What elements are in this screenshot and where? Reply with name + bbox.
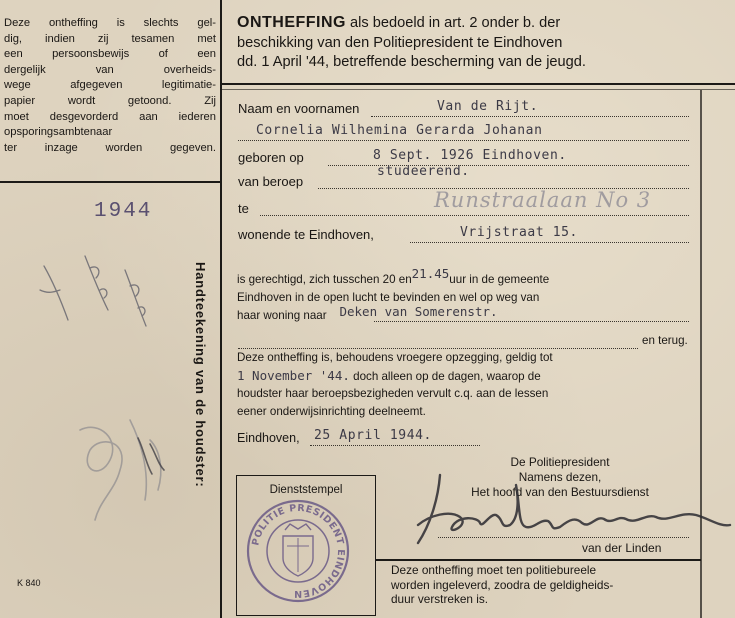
- notice-line: papier wordt getoond. Zij: [4, 94, 216, 107]
- title-line-2: beschikking van den Politiepresident te Eindhoven: [237, 34, 563, 51]
- destination-value: Deken van Somerenstr.: [339, 304, 498, 320]
- signatory-line-1: De Politiepresident: [510, 455, 610, 469]
- title-line-1-rest: als bedoeld in art. 2 onder b. der: [346, 15, 561, 31]
- form-code: K 840: [17, 578, 41, 588]
- signatory-line-2: Namens dezen,: [518, 470, 602, 484]
- residence-dotted-line: [410, 242, 689, 243]
- return-note-line: Deze ontheffing moet ten politiebureele: [391, 563, 597, 577]
- validity-line-1: Deze ontheffing is, behoudens vroegere opzegging, geldig tot: [237, 351, 553, 364]
- te-dotted-line: [260, 215, 689, 216]
- stamp-box-label: Dienststempel: [269, 484, 343, 496]
- divider-vertical-main: [220, 0, 222, 618]
- return-note: [391, 563, 689, 607]
- occupation-label: van beroep: [238, 174, 304, 189]
- title-keyword: ONTHEFFING: [237, 14, 346, 31]
- seal-ring-text: POLITIE PRESIDENT EINDHOVEN: [250, 502, 347, 600]
- notice-line: wege afgegeven legitimatie-: [4, 79, 216, 92]
- official-signature: [400, 455, 735, 565]
- document-title: [237, 13, 697, 73]
- validity-paragraph: [237, 349, 687, 420]
- permission-line-2: Eindhoven in de open lucht te bevinden en wel op weg van: [237, 290, 540, 304]
- notice-line: opsporingsambtenaar: [4, 126, 113, 139]
- permission-line-1-b: uur in de gemeente: [449, 273, 550, 286]
- notice-line: ter inzage worden gegeven.: [4, 141, 216, 154]
- issue-place: Eindhoven,: [237, 431, 300, 445]
- te-handwritten-value: Runstraalaan No 3: [434, 188, 652, 212]
- signatory-name: van der Linden: [582, 541, 662, 555]
- pencil-year-annotation: 1944: [94, 200, 153, 223]
- holder-signature-caption: Handteekening van de houdster:: [193, 262, 208, 488]
- validity-line-2-rest: doch alleen op de dagen, waarop de: [353, 369, 541, 383]
- notice-line: dergelijk van overheids-: [4, 63, 216, 76]
- permission-line-4: en terug.: [642, 334, 688, 347]
- given-names-dotted-line: [238, 140, 689, 141]
- occupation-value: studeerend.: [377, 164, 470, 179]
- divider-horizontal-header: [221, 83, 735, 85]
- police-president-seal: [243, 496, 353, 606]
- permission-line-1-a: is gerechtigd, zich tusschen 20 en: [237, 273, 412, 286]
- te-label: te: [238, 201, 249, 216]
- name-label: Naam en voornamen: [238, 101, 360, 116]
- return-note-line: worden ingeleverd, zoodra de geldigheids-: [391, 577, 614, 592]
- holder-signature-scribble: [60, 400, 180, 540]
- notice-line: moet desgevorderd aan iederen: [4, 110, 216, 123]
- notice-line: een persoonsbewijs of een: [4, 48, 216, 61]
- residence-label: wonende te Eindhoven,: [238, 227, 374, 242]
- residence-value: Vrijstraat 15.: [460, 225, 578, 240]
- notice-line: Deze ontheffing is slechts gel-: [4, 17, 216, 29]
- validity-line-4: eener onderwijsinrichting deelneemt.: [237, 404, 426, 418]
- name-value-given: Cornelia Wilhemina Gerarda Johanan: [256, 123, 543, 138]
- title-line-1: [237, 13, 697, 34]
- name-dotted-line: [371, 116, 689, 117]
- return-note-rule: [376, 559, 701, 561]
- notice-line: dig, indien zij tesamen met: [4, 32, 216, 45]
- birth-label: geboren op: [238, 150, 304, 165]
- title-line-3: dd. 1 April '44, betreffende bescherming van de jeugd.: [237, 54, 586, 71]
- issue-date: 25 April 1944.: [314, 428, 432, 443]
- permission-paragraph: [237, 266, 687, 325]
- validity-line-2: [237, 367, 687, 386]
- permission-time: 21.45: [411, 266, 450, 281]
- validity-date: 1 November '44.: [237, 367, 350, 383]
- birth-value: 8 Sept. 1926 Eindhoven.: [373, 148, 567, 163]
- divider-under-name: [221, 89, 735, 90]
- divider-horizontal-left: [0, 181, 221, 183]
- issue-date-dotted-line: [310, 445, 480, 446]
- permission-line-3-a: haar woning naar: [237, 309, 327, 323]
- name-value-surname: Van de Rijt.: [437, 99, 539, 114]
- return-note-line: duur verstreken is.: [391, 592, 489, 607]
- validity-line-3: houdster haar beroepsbezigheden vervult c.q. aan de lessen: [237, 387, 549, 401]
- signatory-line-3: Het hoofd van den Bestuursdienst: [471, 485, 649, 499]
- destination-dotted-line: [374, 321, 689, 322]
- permission-line-1: [237, 266, 687, 289]
- pencil-notes-scribble: [30, 250, 170, 360]
- left-validity-notice: [4, 16, 216, 156]
